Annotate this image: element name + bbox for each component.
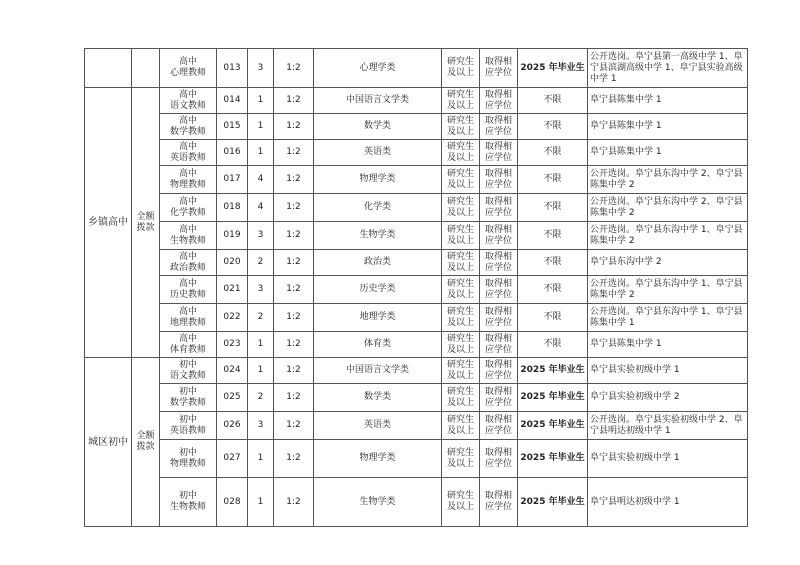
graduate-cell: 2025 年毕业生 (518, 440, 588, 478)
ratio-cell: 1:2 (274, 166, 314, 194)
schools-cell: 公开选岗。阜宁县东沟中学 1、阜宁县陈集中学 2 (588, 222, 748, 250)
education-cell: 研究生 及以上 (442, 194, 480, 222)
major-cell: 物理学类 (314, 440, 442, 478)
schools-cell: 阜宁县明达初级中学 1 (588, 478, 748, 527)
position-cell: 高中 心理教师 (160, 49, 217, 88)
schools-cell: 阜宁县陈集中学 1 (588, 88, 748, 114)
education-cell: 研究生 及以上 (442, 222, 480, 250)
education-cell: 研究生 及以上 (442, 478, 480, 527)
major-cell: 物理学类 (314, 166, 442, 194)
table-row (85, 88, 748, 114)
degree-cell: 取得相 应学位 (480, 140, 518, 166)
ratio-cell: 1:2 (274, 140, 314, 166)
count-cell: 1 (248, 140, 274, 166)
schools-cell: 阜宁县陈集中学 1 (588, 140, 748, 166)
table-row (85, 276, 748, 304)
major-cell: 生物学类 (314, 222, 442, 250)
count-cell: 1 (248, 478, 274, 527)
education-cell: 研究生 及以上 (442, 88, 480, 114)
ratio-cell: 1:2 (274, 332, 314, 358)
graduate-cell: 不限 (518, 276, 588, 304)
table-row (85, 332, 748, 358)
major-cell: 化学类 (314, 194, 442, 222)
degree-cell: 取得相 应学位 (480, 222, 518, 250)
degree-cell: 取得相 应学位 (480, 304, 518, 332)
graduate-cell: 不限 (518, 114, 588, 140)
major-cell: 政治类 (314, 250, 442, 276)
code-cell: 013 (217, 49, 248, 88)
table-row (85, 194, 748, 222)
count-cell: 2 (248, 304, 274, 332)
education-cell: 研究生 及以上 (442, 114, 480, 140)
degree-cell: 取得相 应学位 (480, 194, 518, 222)
position-cell: 初中 生物教师 (160, 478, 217, 527)
degree-cell: 取得相 应学位 (480, 250, 518, 276)
code-cell: 022 (217, 304, 248, 332)
ratio-cell: 1:2 (274, 440, 314, 478)
position-cell: 高中 语文教师 (160, 88, 217, 114)
count-cell: 1 (248, 114, 274, 140)
graduate-cell: 2025 年毕业生 (518, 412, 588, 440)
code-cell: 025 (217, 384, 248, 412)
count-cell: 3 (248, 276, 274, 304)
table-row (85, 304, 748, 332)
schools-cell: 公开选岗。阜宁县东沟中学 2、阜宁县陈集中学 2 (588, 194, 748, 222)
major-cell: 英语类 (314, 412, 442, 440)
position-cell: 高中 英语教师 (160, 140, 217, 166)
degree-cell: 取得相 应学位 (480, 332, 518, 358)
position-cell: 高中 数学教师 (160, 114, 217, 140)
count-cell: 4 (248, 166, 274, 194)
count-cell: 1 (248, 440, 274, 478)
major-cell: 地理学类 (314, 304, 442, 332)
education-cell: 研究生 及以上 (442, 332, 480, 358)
table-row (85, 412, 748, 440)
education-cell: 研究生 及以上 (442, 358, 480, 384)
education-cell: 研究生 及以上 (442, 384, 480, 412)
funding-cell: 全额 拨款 (132, 358, 160, 527)
code-cell: 017 (217, 166, 248, 194)
category-cell: 城区初中 (85, 358, 132, 527)
education-cell: 研究生 及以上 (442, 166, 480, 194)
table-row (85, 440, 748, 478)
education-cell: 研究生 及以上 (442, 412, 480, 440)
table-row (85, 166, 748, 194)
ratio-cell: 1:2 (274, 412, 314, 440)
table-row (85, 49, 748, 88)
graduate-cell: 不限 (518, 304, 588, 332)
major-cell: 体育类 (314, 332, 442, 358)
schools-cell: 公开选岗。阜宁县东沟中学 2、阜宁县陈集中学 2 (588, 166, 748, 194)
count-cell: 2 (248, 250, 274, 276)
ratio-cell: 1:2 (274, 358, 314, 384)
schools-cell: 公开选岗。阜宁县东沟中学 1、阜宁县陈集中学 1 (588, 304, 748, 332)
position-cell: 初中 语文教师 (160, 358, 217, 384)
graduate-cell: 不限 (518, 194, 588, 222)
major-cell: 生物学类 (314, 478, 442, 527)
table-row (85, 114, 748, 140)
education-cell: 研究生 及以上 (442, 250, 480, 276)
education-cell: 研究生 及以上 (442, 440, 480, 478)
code-cell: 027 (217, 440, 248, 478)
major-cell: 数学类 (314, 384, 442, 412)
table-row (85, 250, 748, 276)
table-row (85, 222, 748, 250)
table-row (85, 478, 748, 527)
position-cell: 高中 体育教师 (160, 332, 217, 358)
degree-cell: 取得相 应学位 (480, 88, 518, 114)
position-cell: 高中 历史教师 (160, 276, 217, 304)
ratio-cell: 1:2 (274, 88, 314, 114)
major-cell: 心理学类 (314, 49, 442, 88)
position-cell: 高中 物理教师 (160, 166, 217, 194)
ratio-cell: 1:2 (274, 194, 314, 222)
schools-cell: 阜宁县陈集中学 1 (588, 332, 748, 358)
ratio-cell: 1:2 (274, 250, 314, 276)
funding-cell: 全额 拨款 (132, 88, 160, 358)
education-cell: 研究生 及以上 (442, 304, 480, 332)
graduate-cell: 不限 (518, 222, 588, 250)
count-cell: 4 (248, 194, 274, 222)
code-cell: 015 (217, 114, 248, 140)
code-cell: 016 (217, 140, 248, 166)
ratio-cell: 1:2 (274, 276, 314, 304)
count-cell: 3 (248, 412, 274, 440)
graduate-cell: 不限 (518, 332, 588, 358)
count-cell: 3 (248, 49, 274, 88)
count-cell: 2 (248, 384, 274, 412)
education-cell: 研究生 及以上 (442, 140, 480, 166)
recruitment-table (84, 48, 748, 527)
schools-cell: 阜宁县实验初级中学 1 (588, 358, 748, 384)
degree-cell: 取得相 应学位 (480, 440, 518, 478)
degree-cell: 取得相 应学位 (480, 384, 518, 412)
major-cell: 历史学类 (314, 276, 442, 304)
code-cell: 024 (217, 358, 248, 384)
degree-cell: 取得相 应学位 (480, 166, 518, 194)
position-cell: 高中 化学教师 (160, 194, 217, 222)
category-cell: 乡镇高中 (85, 88, 132, 358)
schools-cell: 阜宁县东沟中学 2 (588, 250, 748, 276)
count-cell: 3 (248, 222, 274, 250)
graduate-cell: 2025 年毕业生 (518, 384, 588, 412)
code-cell: 014 (217, 88, 248, 114)
ratio-cell: 1:2 (274, 384, 314, 412)
graduate-cell: 2025 年毕业生 (518, 358, 588, 384)
position-cell: 高中 政治教师 (160, 250, 217, 276)
graduate-cell: 不限 (518, 88, 588, 114)
position-cell: 初中 英语教师 (160, 412, 217, 440)
schools-cell: 公开选岗。阜宁县实验初级中学 2、阜宁县明达初级中学 1 (588, 412, 748, 440)
position-cell: 初中 物理教师 (160, 440, 217, 478)
degree-cell: 取得相 应学位 (480, 276, 518, 304)
education-cell: 研究生 及以上 (442, 276, 480, 304)
ratio-cell: 1:2 (274, 222, 314, 250)
category-cell (85, 49, 132, 88)
position-cell: 高中 地理教师 (160, 304, 217, 332)
position-cell: 初中 数学教师 (160, 384, 217, 412)
schools-cell: 阜宁县实验初级中学 2 (588, 384, 748, 412)
code-cell: 026 (217, 412, 248, 440)
major-cell: 中国语言文学类 (314, 358, 442, 384)
count-cell: 1 (248, 332, 274, 358)
education-cell: 研究生 及以上 (442, 49, 480, 88)
funding-cell (132, 49, 160, 88)
table-row (85, 358, 748, 384)
count-cell: 1 (248, 358, 274, 384)
degree-cell: 取得相 应学位 (480, 114, 518, 140)
ratio-cell: 1:2 (274, 478, 314, 527)
graduate-cell: 2025 年毕业生 (518, 49, 588, 88)
schools-cell: 阜宁县陈集中学 1 (588, 114, 748, 140)
code-cell: 021 (217, 276, 248, 304)
code-cell: 018 (217, 194, 248, 222)
graduate-cell: 2025 年毕业生 (518, 478, 588, 527)
position-cell: 高中 生物教师 (160, 222, 217, 250)
graduate-cell: 不限 (518, 140, 588, 166)
graduate-cell: 不限 (518, 250, 588, 276)
code-cell: 023 (217, 332, 248, 358)
table-row (85, 140, 748, 166)
degree-cell: 取得相 应学位 (480, 358, 518, 384)
degree-cell: 取得相 应学位 (480, 478, 518, 527)
code-cell: 028 (217, 478, 248, 527)
major-cell: 中国语言文学类 (314, 88, 442, 114)
table-row (85, 384, 748, 412)
code-cell: 020 (217, 250, 248, 276)
code-cell: 019 (217, 222, 248, 250)
schools-cell: 公开选岗。阜宁县东沟中学 1、阜宁县陈集中学 2 (588, 276, 748, 304)
schools-cell: 阜宁县实验初级中学 1 (588, 440, 748, 478)
count-cell: 1 (248, 88, 274, 114)
ratio-cell: 1:2 (274, 304, 314, 332)
ratio-cell: 1:2 (274, 114, 314, 140)
ratio-cell: 1:2 (274, 49, 314, 88)
major-cell: 数学类 (314, 114, 442, 140)
major-cell: 英语类 (314, 140, 442, 166)
degree-cell: 取得相 应学位 (480, 49, 518, 88)
graduate-cell: 不限 (518, 166, 588, 194)
schools-cell: 公开选岗。阜宁县第一高级中学 1、阜宁县滨湖高级中学 1、阜宁县实验高级中学 1 (588, 49, 748, 88)
degree-cell: 取得相 应学位 (480, 412, 518, 440)
